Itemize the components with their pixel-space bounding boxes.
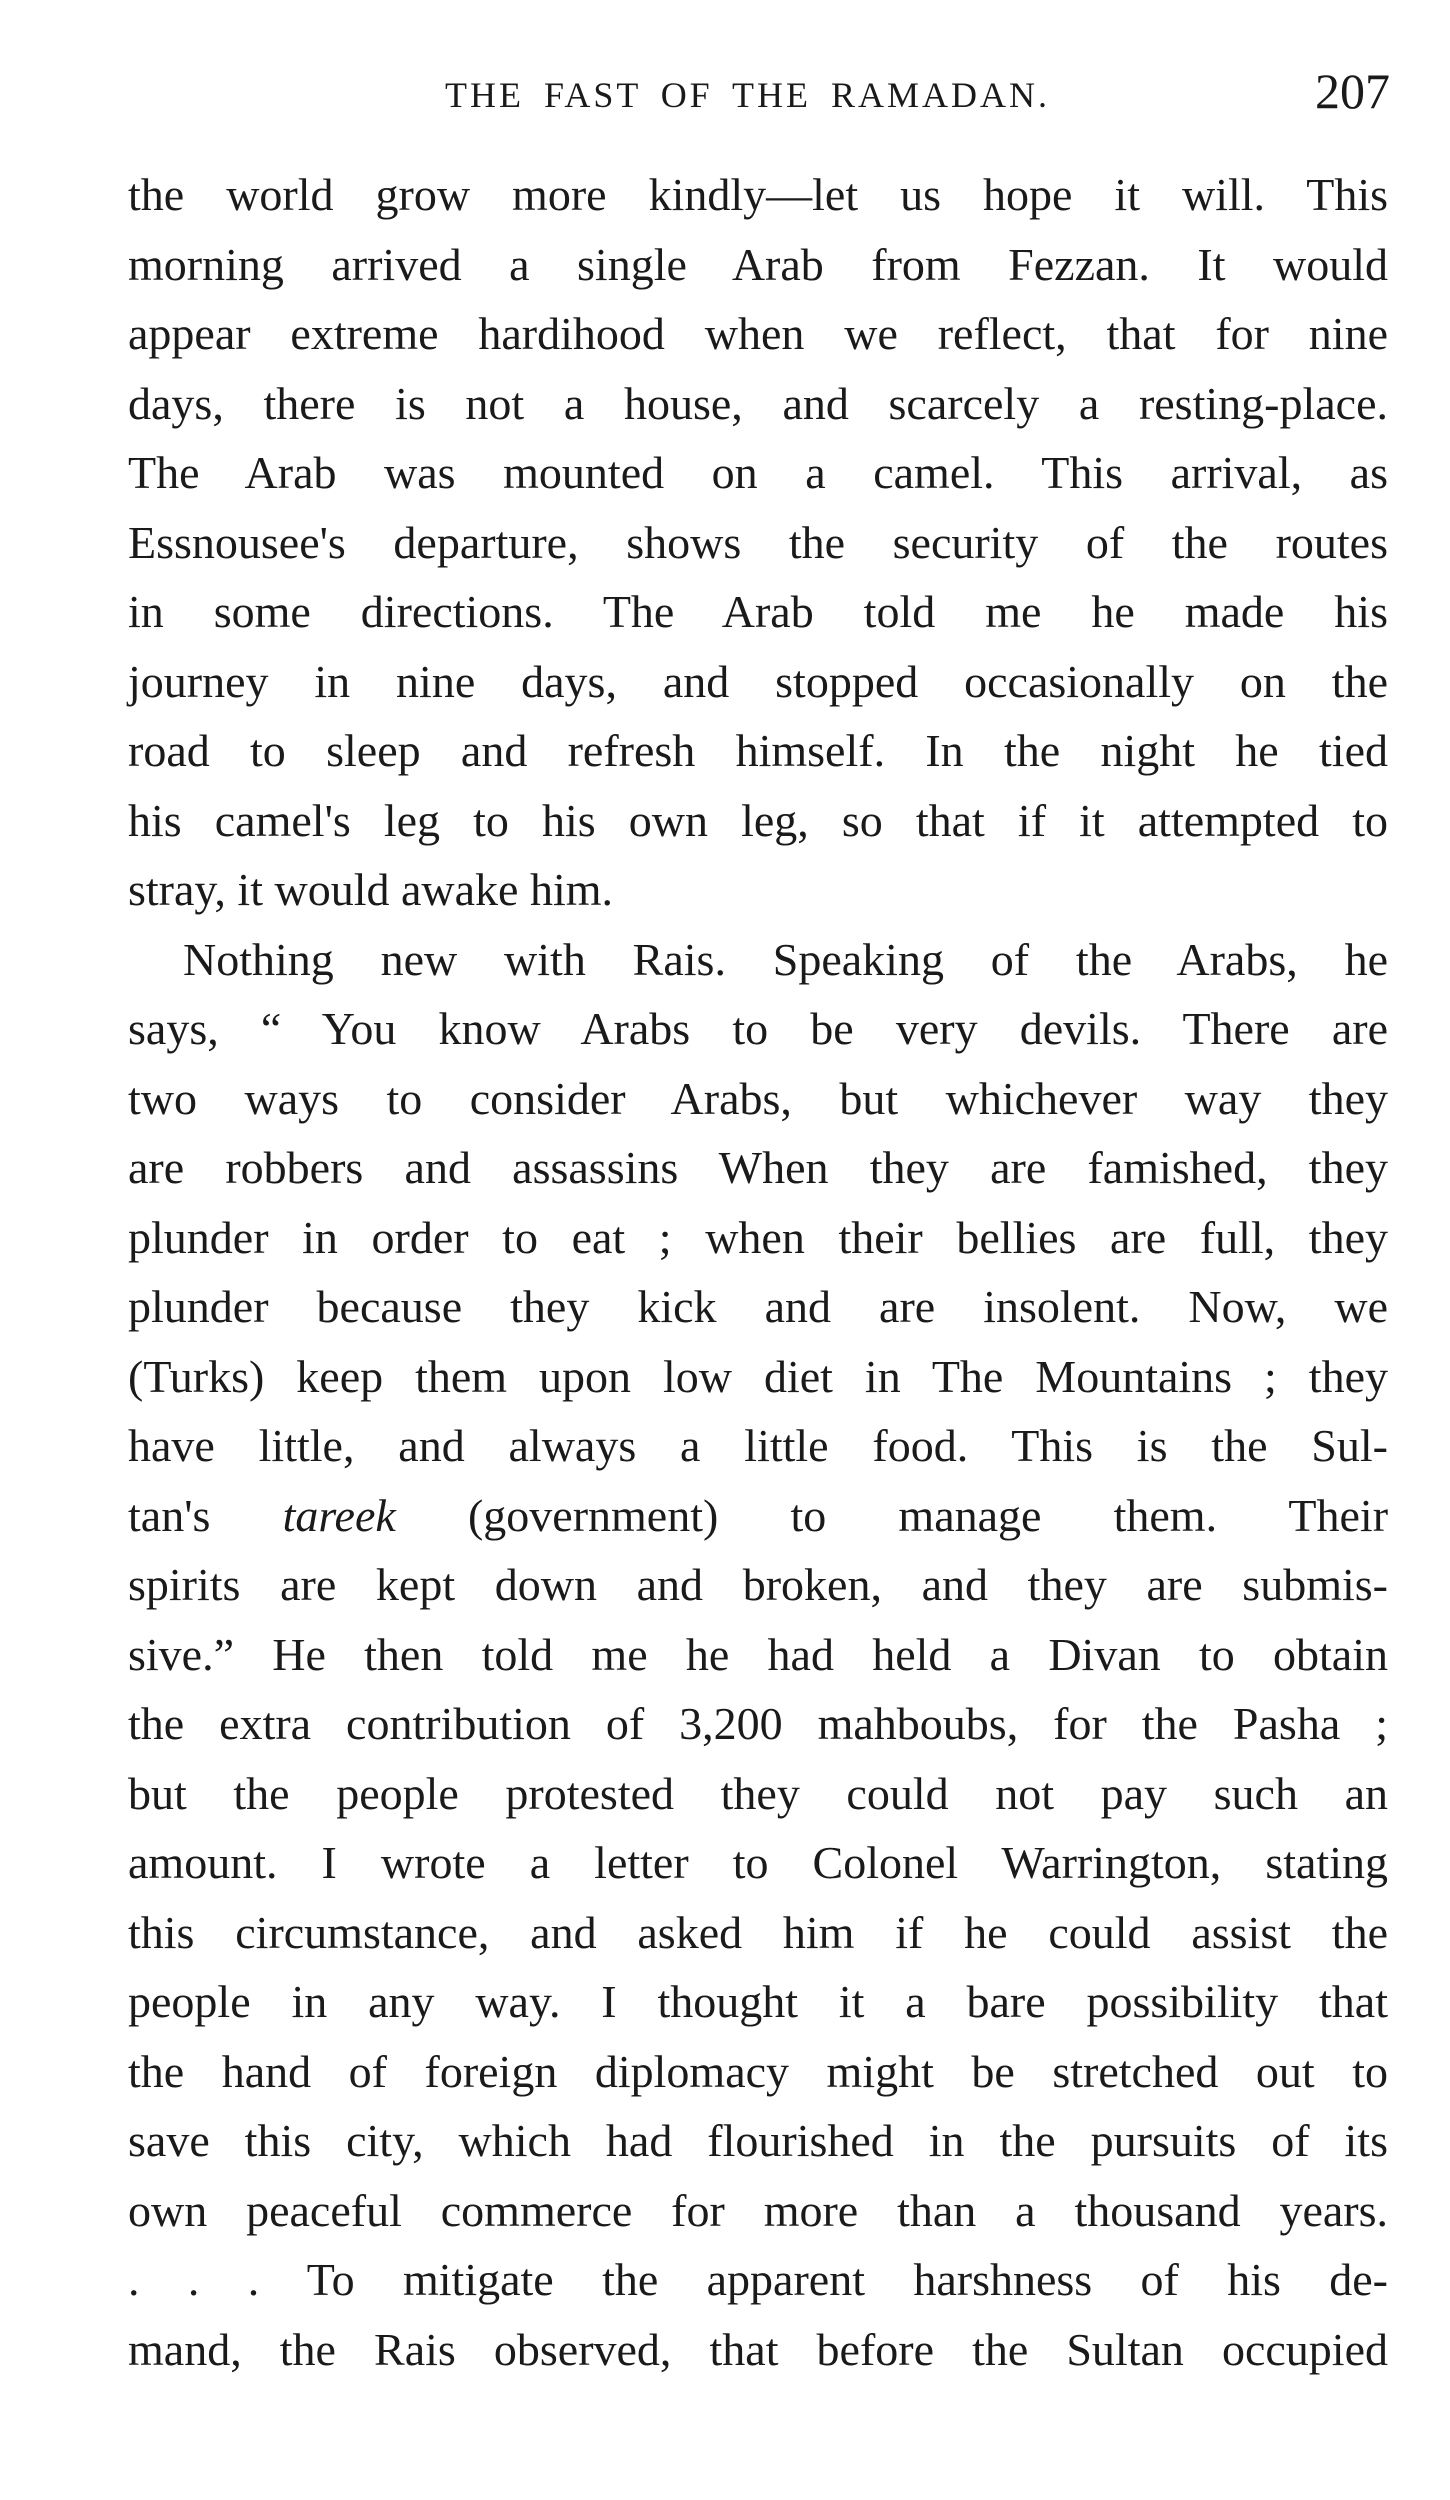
- page-number: 207: [1315, 63, 1390, 119]
- text-line: . . . To mitigate the apparent harshness of his de-: [128, 2254, 1388, 2305]
- text-line: The Arab was mounted on a camel. This arrival, as: [128, 447, 1388, 498]
- text-line: amount. I wrote a letter to Colonel Warrington, stating: [128, 1837, 1388, 1888]
- text-line: sive.” He then told me he had held a Divan to obtain: [128, 1628, 1388, 1680]
- running-header: [140, 62, 1390, 122]
- text-line: but the people protested they could not pay such an: [128, 1767, 1388, 1819]
- text-line: stray, it would awake him.: [128, 864, 614, 915]
- italic-word: tareek: [282, 1489, 396, 1541]
- text-line: (Turks) keep them upon low diet in The Mountains ; they: [128, 1350, 1388, 1402]
- text-line: plunder because they kick and are insolent. Now, we: [128, 1281, 1388, 1332]
- line-part: tan's: [128, 1489, 211, 1541]
- text-line: his camel's leg to his own leg, so that if it attempted to: [128, 794, 1388, 846]
- text-line: in some directions. The Arab told me he made his: [128, 586, 1388, 637]
- text-line: plunder in order to eat ; when their bellies are full, they: [128, 1211, 1388, 1263]
- line-part: (government) to manage them. Their: [467, 1489, 1389, 1541]
- body-text: [128, 160, 1388, 2384]
- text-line: morning arrived a single Arab from Fezzan. It would: [128, 238, 1388, 290]
- text-line: save this city, which had flourished in the pursuits of its: [128, 2115, 1388, 2166]
- text-line: appear extreme hardihood when we reflect, that for nine: [128, 308, 1388, 359]
- text-line: the hand of foreign diplomacy might be stretched out to: [128, 2045, 1388, 2097]
- text-line: are robbers and assassins When they are famished, they: [128, 1142, 1388, 1193]
- text-line: says, “ You know Arabs to be very devils. There are: [128, 1003, 1388, 1054]
- text-line: mand, the Rais observed, that before the Sultan occupied: [128, 2323, 1388, 2375]
- text-line: spirits are kept down and broken, and they are submis-: [128, 1559, 1388, 1610]
- text-line: the world grow more kindly—let us hope it will. This: [128, 169, 1388, 220]
- running-title: THE FAST OF THE RAMADAN.: [445, 75, 1051, 115]
- text-line: this circumstance, and asked him if he could assist the: [128, 1906, 1388, 1958]
- text-line: Nothing new with Rais. Speaking of the Arabs, he: [183, 933, 1388, 985]
- text-line-mixed: [128, 1481, 1388, 1551]
- text-line: two ways to consider Arabs, but whichever way they: [128, 1072, 1388, 1124]
- text-line: own peaceful commerce for more than a thousand years.: [128, 2184, 1388, 2236]
- text-line: journey in nine days, and stopped occasionally on the: [128, 655, 1388, 707]
- text-line: road to sleep and refresh himself. In the night he tied: [128, 725, 1388, 776]
- text-line: have little, and always a little food. This is the Sul-: [128, 1420, 1388, 1471]
- text-line: Essnousee's departure, shows the security of the routes: [128, 516, 1388, 568]
- text-line: the extra contribution of 3,200 mahboubs, for the Pasha ;: [128, 1698, 1388, 1749]
- text-line: people in any way. I thought it a bare possibility that: [128, 1976, 1388, 2027]
- text-line: days, there is not a house, and scarcely a resting-place.: [128, 377, 1388, 429]
